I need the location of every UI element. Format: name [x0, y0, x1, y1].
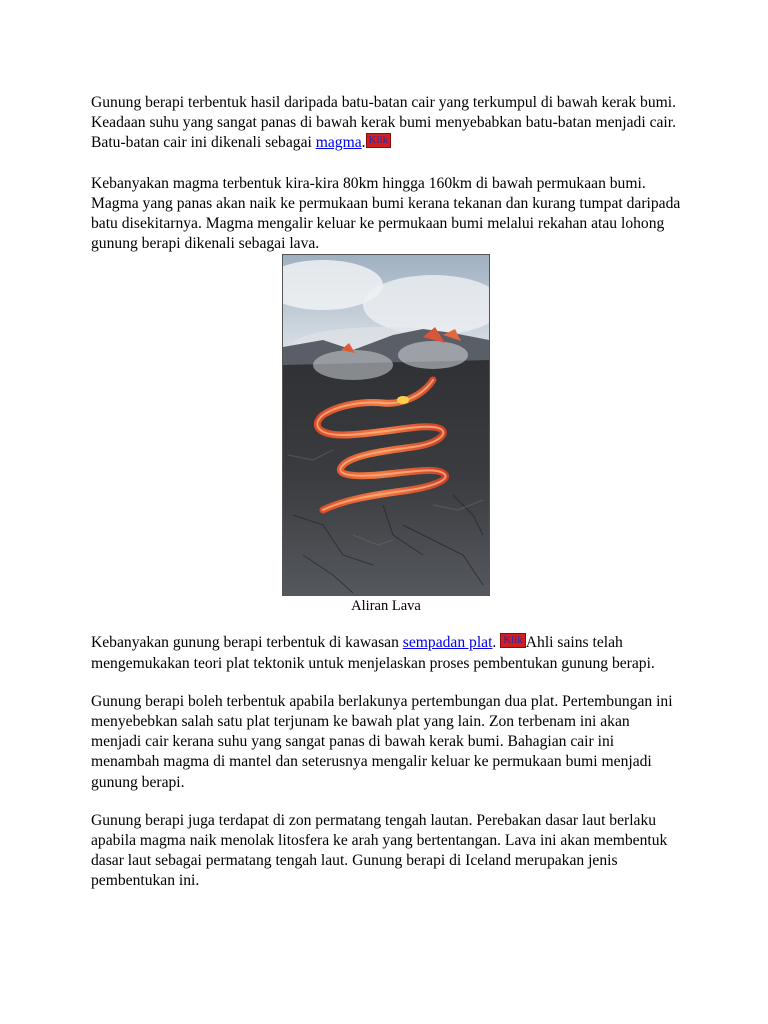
paragraph-plate-text-before: Kebanyakan gunung berapi terbentuk di kawasan — [91, 634, 403, 652]
sempadan-plat-link[interactable]: sempadan plat — [402, 634, 493, 652]
paragraph-intro-period: . — [361, 134, 366, 152]
paragraph-plate-period: . — [492, 634, 501, 652]
paragraph-magma: Kebanyakan magma terbentuk kira-kira 80km hingga 160km di bawah permukaan bumi. Magma yang panas akan naik ke permukaan bumi kerana tekanan dan kurang tumpat daripada batu disekitarnya. Magma mengalir keluar ke permukaan bumi melalui rekahan atau lohong gunung berapi dikenali sebagai lava. — [91, 174, 681, 253]
paragraph-intro — [91, 93, 681, 154]
lava-figure — [91, 254, 681, 615]
magma-link[interactable]: magma — [315, 134, 362, 152]
klik-button-magma[interactable]: Klik — [366, 133, 392, 148]
klik-button-plat[interactable]: Klik — [500, 633, 526, 648]
paragraph-plate-boundary — [91, 633, 681, 673]
paragraph-intro-text: Gunung berapi terbentuk hasil daripada batu-batan cair yang terkumpul di bawah kerak bumi. Keadaan suhu yang sangat panas di bawah kerak bumi menyebabkan batu-batan menjadi cair. Batu-batan cair ini dikenali sebagai — [91, 94, 677, 152]
paragraph-mid-ocean-ridge: Gunung berapi juga terdapat di zon permatang tengah lautan. Perebakan dasar laut berlaku apabila magma naik menolak litosfera ke arah yang bertentangan. Lava ini akan membentuk dasar laut sebagai permatang tengah laut. Gunung berapi di Iceland merupakan jenis pembentukan ini. — [91, 811, 668, 890]
document-page — [91, 93, 681, 910]
paragraph-plate-text-after: Ahli sains telah mengemukakan teori plat tektonik untuk menjelaskan proses pembentukan gunung berapi. — [91, 634, 655, 672]
paragraph-collision: Gunung berapi boleh terbentuk apabila berlakunya pertembungan dua plat. Pertembungan ini menyebebkan salah satu plat terjunam ke bawah plat yang lain. Zon terbenam ini akan menjadi cair kerana suhu yang sangat panas di bawah kerak bumi. Bahagian cair ini menambah magma di mantel dan seterusnya mengalir keluar ke permukaan bumi menjadi gunung berapi. — [91, 692, 673, 791]
lava-flow-photo — [282, 254, 490, 596]
figure-caption: Aliran Lava — [351, 598, 421, 615]
